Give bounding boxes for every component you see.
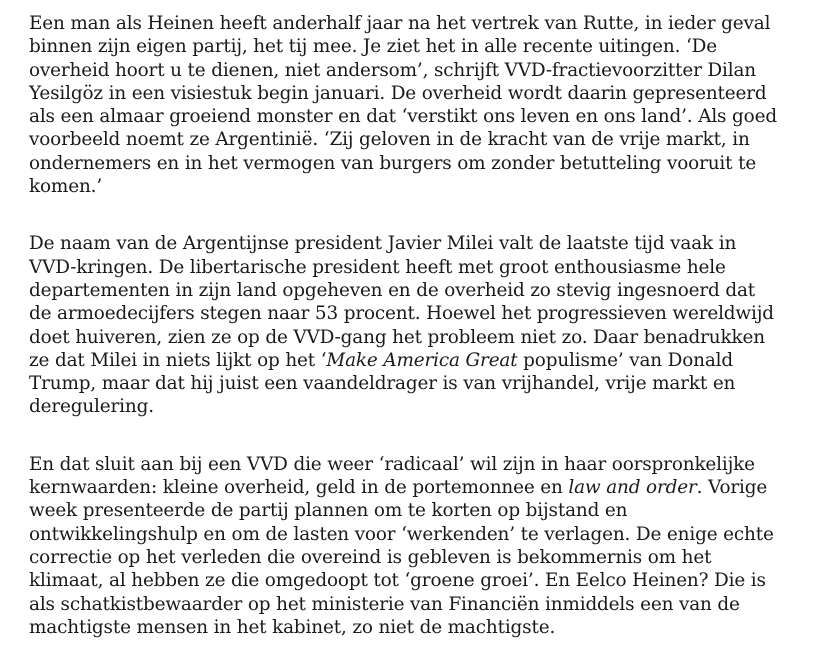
text-line bbox=[29, 476, 819, 499]
text-segment: De naam van de Argentijnse president Javier Milei valt de laatste tijd vaak in bbox=[29, 233, 737, 255]
text-segment: week presenteerde de partij plannen om te korten op bijstand en bbox=[29, 500, 628, 522]
text-segment: ze dat Milei in niets lijkt op het ‘ bbox=[29, 349, 327, 371]
italic-text: law and order bbox=[568, 477, 697, 499]
text-line bbox=[29, 302, 819, 325]
text-line bbox=[29, 175, 819, 198]
text-line bbox=[29, 279, 819, 302]
text-segment: kernwaarden: kleine overheid, geld in de portemonnee en bbox=[29, 477, 569, 499]
text-line bbox=[29, 593, 819, 616]
text-segment: als schatkistbewaarder op het ministerie van Financiën inmiddels een van de bbox=[29, 593, 740, 615]
article-paragraph bbox=[29, 453, 819, 639]
text-segment: Een man als Heinen heeft anderhalf jaar na het vertrek van Rutte, in ieder geval bbox=[29, 13, 771, 34]
text-segment: departementen in zijn land opgeheven en de overheid zo stevig ingesnoerd dat bbox=[29, 279, 756, 301]
text-line bbox=[29, 326, 819, 349]
text-segment: ontwikkelingshulp en om de lasten voor ‘werkenden’ te verlagen. De enige echte bbox=[29, 523, 774, 545]
text-segment: ondernemers en in het vermogen van burgers om zonder betutteling vooruit te bbox=[29, 152, 757, 174]
text-segment: doet huiveren, zien ze op de VVD-gang het probleem niet zo. Daar benadrukken bbox=[29, 326, 765, 348]
text-segment: de armoedecijfers stegen naar 53 procent. Hoewel het progressieven wereldwijd bbox=[29, 303, 774, 325]
text-line bbox=[29, 105, 819, 128]
text-segment: Trump, maar dat hij juist een vaandeldrager is van vrijhandel, vrije markt en bbox=[29, 373, 736, 395]
article-paragraph bbox=[29, 232, 819, 418]
text-segment: klimaat, al hebben ze die omgedoopt tot ‘groene groei’. En Eelco Heinen? Die is bbox=[29, 570, 766, 592]
text-line bbox=[29, 82, 819, 105]
text-line bbox=[29, 349, 819, 372]
text-segment: binnen zijn eigen partij, het tij mee. Je ziet het in alle recente uitingen. ‘De bbox=[29, 36, 717, 58]
text-line bbox=[29, 453, 819, 476]
text-line bbox=[29, 35, 819, 58]
text-segment: VVD-kringen. De libertarische president heeft met groot enthousiasme hele bbox=[29, 256, 726, 278]
text-line bbox=[29, 232, 819, 255]
text-segment: correctie op het verleden die overeind is gebleven is bekommernis om het bbox=[29, 546, 712, 568]
text-segment: komen.’ bbox=[29, 176, 103, 198]
text-line bbox=[29, 569, 819, 592]
text-segment: deregulering. bbox=[29, 396, 154, 418]
text-segment: overheid hoort u te dienen, niet andersom’, schrijft VVD-fractievoorzitter Dilan bbox=[29, 59, 756, 81]
text-line bbox=[29, 372, 819, 395]
text-segment: . Vorige bbox=[696, 477, 768, 499]
italic-text: Make America Great bbox=[326, 349, 518, 371]
text-segment: Yesilgöz in een visiestuk begin januari. De overheid wordt daarin gepresenteerd bbox=[29, 82, 767, 104]
text-line bbox=[29, 128, 819, 151]
text-line bbox=[29, 152, 819, 175]
text-line bbox=[29, 59, 819, 82]
text-line bbox=[29, 546, 819, 569]
article-body bbox=[29, 12, 819, 639]
text-segment: En dat sluit aan bij een VVD die weer ‘radicaal’ wil zijn in haar oorspronkelijke bbox=[29, 453, 755, 475]
article-paragraph bbox=[29, 12, 819, 198]
text-line bbox=[29, 499, 819, 522]
text-segment: populisme’ van Donald bbox=[517, 349, 734, 371]
text-segment: als een almaar groeiend monster en dat ‘verstikt ons leven en ons land’. Als goed bbox=[29, 106, 777, 128]
text-line bbox=[29, 616, 819, 639]
text-line bbox=[29, 523, 819, 546]
text-line bbox=[29, 395, 819, 418]
text-line bbox=[29, 12, 819, 35]
text-segment: voorbeeld noemt ze Argentinië. ‘Zij geloven in de kracht van de vrije markt, in bbox=[29, 129, 750, 151]
text-line bbox=[29, 256, 819, 279]
text-segment: machtigste mensen in het kabinet, zo niet de machtigste. bbox=[29, 616, 556, 638]
